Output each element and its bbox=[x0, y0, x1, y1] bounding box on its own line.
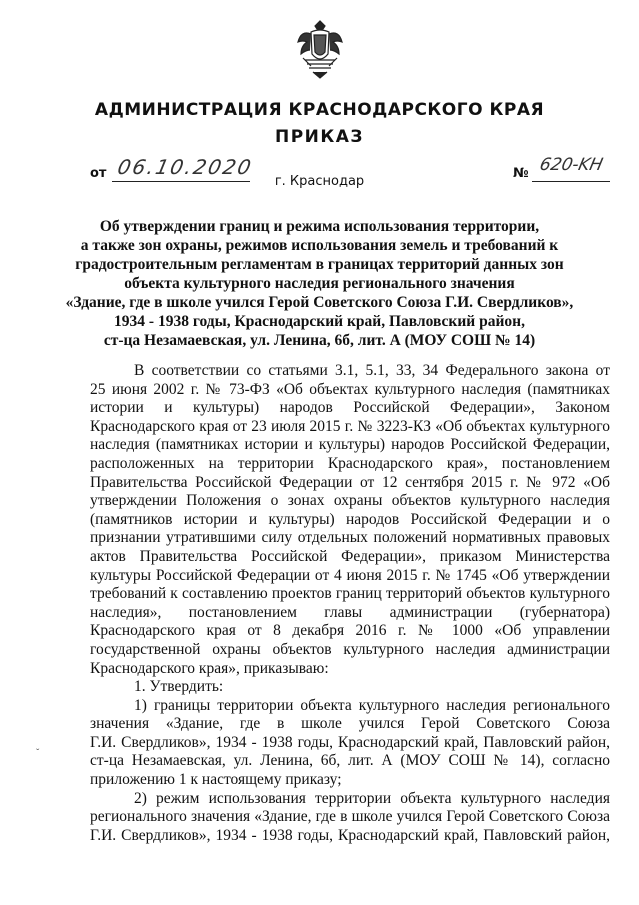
body-line: ст-ца Незамаевская, ул. Ленина, 6б, лит. А (МОУ СОШ № 14), согласно bbox=[90, 752, 610, 770]
body-line: 1. Утвердить: bbox=[134, 678, 224, 696]
coat-of-arms-icon bbox=[295, 20, 345, 80]
handwritten-number: 620-KH bbox=[537, 155, 605, 175]
body-line: расположенных на территории Краснодарского края», постановлением bbox=[90, 454, 610, 472]
body-line: утверждении Положения о зонах охраны объектов культурного наследия bbox=[90, 492, 610, 510]
handwritten-date: 06.10.2020 bbox=[115, 155, 256, 179]
body-line: государственной охраны объектов культурного наследия администрации bbox=[90, 640, 610, 658]
body-line: требований к составлению проектов границ территорий объектов культурного bbox=[90, 585, 610, 603]
body-line: истории и культуры) народов Российской Федерации», Законом bbox=[90, 399, 610, 417]
body-line: Г.И. Свердликов», 1934 - 1938 годы, Краснодарский край, Павловский район, bbox=[90, 826, 610, 844]
body-line: регионального значения «Здание, где в школе учился Герой Советского Союза bbox=[90, 808, 610, 826]
title-line: градостроительным регламентам в границах территорий данных зон bbox=[75, 256, 564, 273]
body-line: Краснодарского края», приказываю: bbox=[90, 659, 329, 677]
document-type: ПРИКАЗ bbox=[274, 127, 365, 147]
title-line: Об утверждении границ и режима использования территории, bbox=[99, 218, 540, 235]
body-line: Краснодарского края от 23 июля 2015 г. № 3223-КЗ «Об объектах культурного bbox=[90, 417, 610, 435]
body-line: В соответствии со статьями 3.1, 5.1, 33, 34 Федерального закона от bbox=[134, 362, 610, 379]
body-line: Г.И. Свердликов», 1934 - 1938 годы, Краснодарский край, Павловский район, bbox=[90, 733, 610, 751]
title-line: «Здание, где в школе учился Герой Советского Союза Г.И. Свердликов», bbox=[65, 294, 574, 311]
body-line: (памятников истории и культуры) народов Российской Федерации и о bbox=[90, 510, 610, 528]
title-line: объекта культурного наследия регионального значения bbox=[124, 275, 515, 292]
administration-name: АДМИНИСТРАЦИЯ КРАСНОДАРСКОГО КРАЯ bbox=[94, 100, 545, 120]
body-line: 25 июня 2002 г. № 73-ФЗ «Об объектах культурного наследия (памятниках bbox=[90, 380, 610, 398]
number-label: № bbox=[513, 166, 529, 181]
margin-tick-mark: ˇ bbox=[36, 748, 40, 759]
body-line: Краснодарского края от 8 декабря 2016 г. № 1000 «Об управлении bbox=[90, 622, 610, 640]
body-line: наследия», постановлением главы администрации (губернатора) bbox=[90, 603, 610, 621]
title-line: 1934 - 1938 годы, Краснодарский край, Павловский район, bbox=[114, 313, 525, 330]
document-body bbox=[90, 362, 610, 845]
body-line: признании утратившими силу отдельных положений нормативных правовых bbox=[90, 529, 610, 547]
title-line: а также зон охраны, режимов использования земель и требований к bbox=[80, 237, 559, 254]
body-line: 1) границы территории объекта культурного наследия регионального bbox=[134, 696, 610, 714]
city: г. Краснодар bbox=[274, 174, 365, 189]
body-line: актов Правительства Российской Федерации», приказом Министерства bbox=[90, 547, 610, 565]
body-line: значения «Здание, где в школе учился Герой Советского Союза bbox=[90, 715, 610, 733]
body-line: приложению 1 к настоящему приказу; bbox=[90, 771, 342, 789]
date-label: от bbox=[90, 166, 107, 181]
body-line: культуры Российской Федерации от 4 июня 2015 г. № 1745 «Об утверждении bbox=[90, 566, 610, 584]
body-line: наследия (памятниках истории и культуры) народов Российской Федерации, bbox=[90, 436, 610, 454]
title-line: ст-ца Незамаевская, ул. Ленина, 6б, лит. А (МОУ СОШ № 14) bbox=[103, 332, 536, 349]
body-line: Правительства Российской Федерации от 12 сентября 2015 г. № 972 «Об bbox=[90, 473, 610, 491]
document-title bbox=[60, 217, 579, 350]
body-line: 2) режим использования территории объекта культурного наследия bbox=[134, 789, 610, 807]
